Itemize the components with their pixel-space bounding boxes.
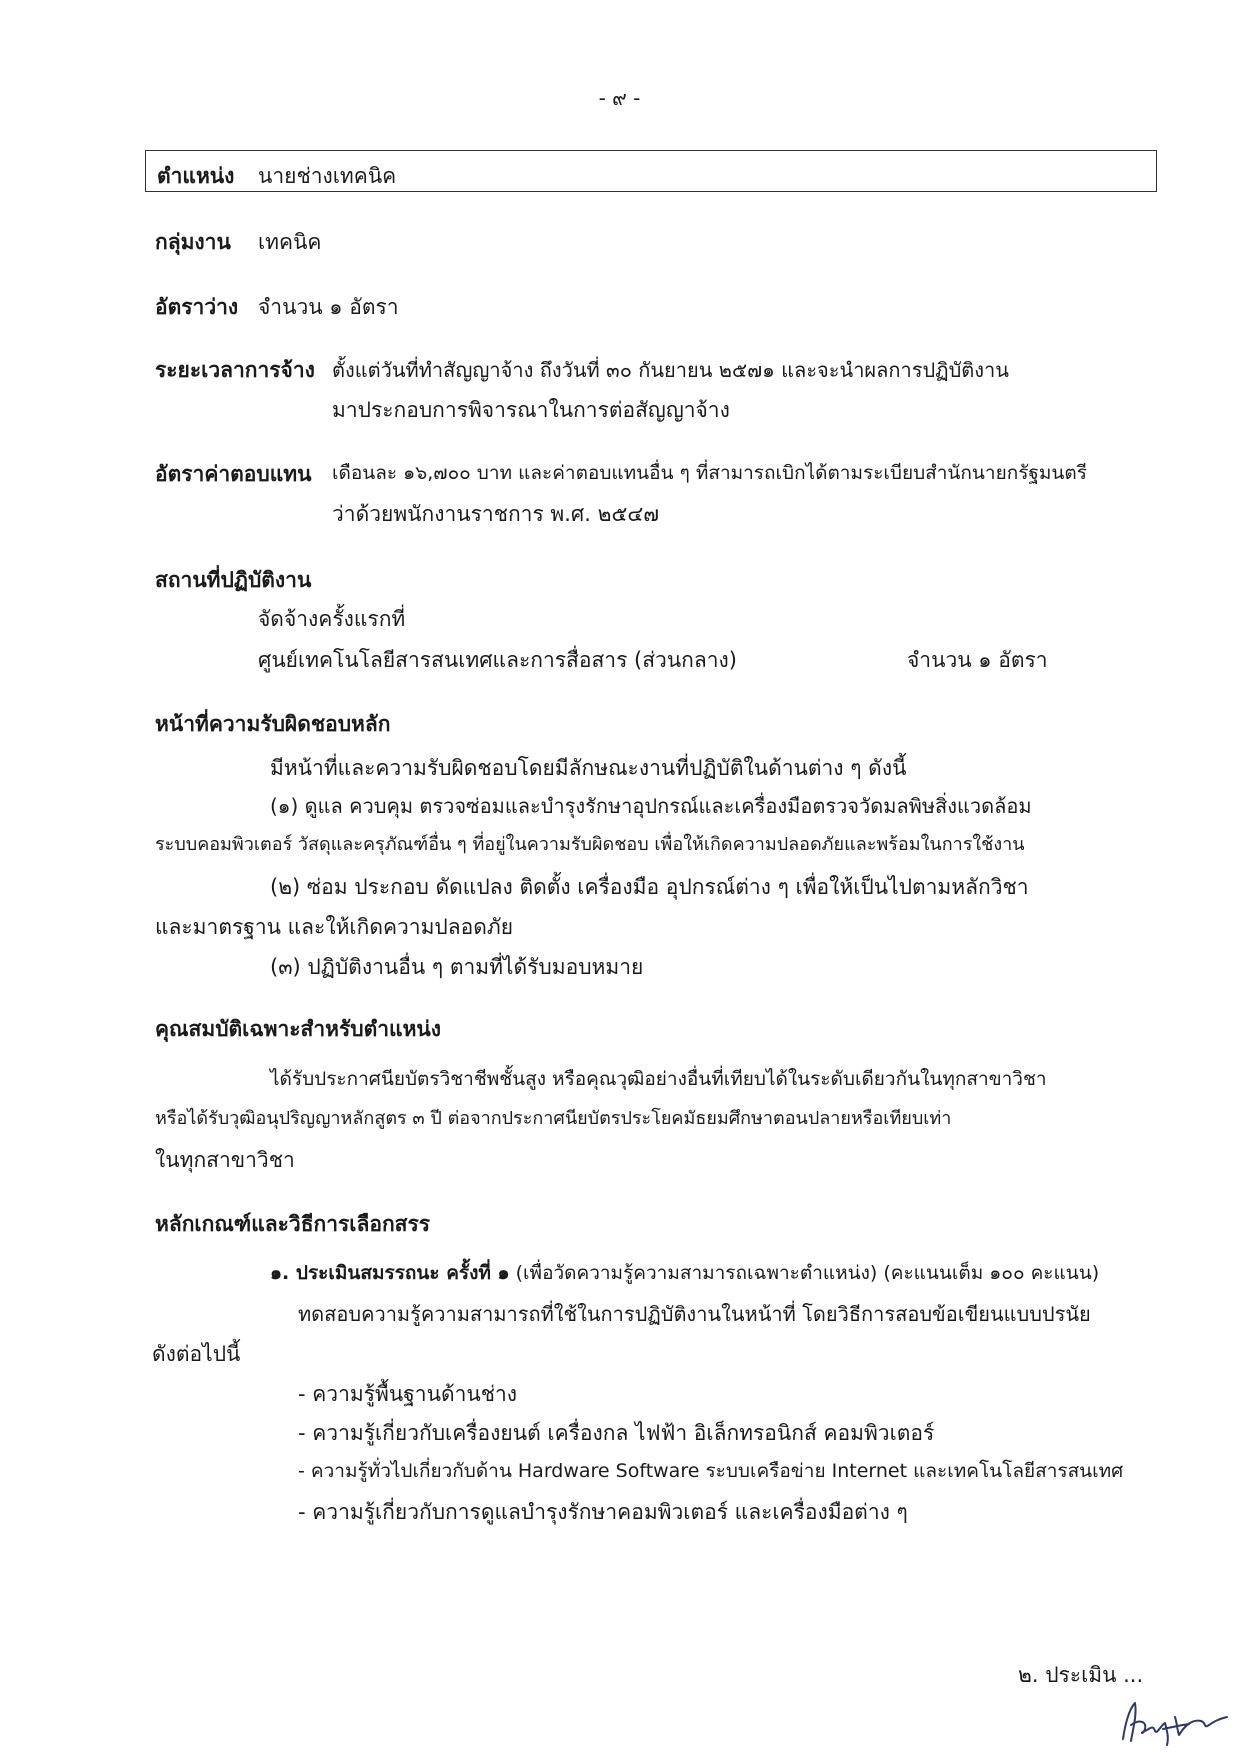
group-label: กลุ่มงาน: [155, 230, 231, 254]
page-number: - ๙ -: [598, 86, 641, 110]
workplace-count: จำนวน ๑ อัตรา: [907, 648, 1048, 672]
duty-2-line-1: (๒) ซ่อม ประกอบ ดัดแปลง ติดตั้ง เครื่องมือ อุปกรณ์ต่าง ๆ เพื่อให้เป็นไปตามหลักวิชา: [270, 875, 1029, 899]
position-label: ตำแหน่ง: [157, 164, 235, 188]
vacancy-value: จำนวน ๑ อัตรา: [258, 295, 399, 319]
selection-item-1: [270, 1262, 1099, 1285]
duties-heading: หน้าที่ความรับผิดชอบหลัก: [155, 712, 391, 736]
duty-2-line-2: และมาตรฐาน และให้เกิดความปลอดภัย: [155, 915, 514, 939]
signature: [1115, 1695, 1235, 1750]
period-line-2: มาประกอบการพิจารณาในการต่อสัญญาจ้าง: [332, 398, 730, 422]
selection-heading: หลักเกณฑ์และวิธีการเลือกสรร: [155, 1212, 431, 1236]
group-value: เทคนิค: [258, 230, 322, 254]
exam-topic: - ความรู้เกี่ยวกับการดูแลบำรุงรักษาคอมพิวเตอร์ และเครื่องมือต่าง ๆ: [298, 1500, 908, 1524]
continuation-text: ๒. ประเมิน ...: [1018, 1663, 1144, 1687]
vacancy-label: อัตราว่าง: [155, 295, 239, 319]
duties-intro: มีหน้าที่และความรับผิดชอบโดยมีลักษณะงานที่ปฏิบัติในด้านต่าง ๆ ดังนี้: [270, 756, 907, 780]
qualifications-heading: คุณสมบัติเฉพาะสำหรับตำแหน่ง: [155, 1017, 442, 1041]
exam-topic: - ความรู้พื้นฐานด้านช่าง: [298, 1382, 518, 1406]
selection-item-1-detail: (เพื่อวัดความรู้ความสามารถเฉพาะตำแหน่ง) (คะแนนเต็ม ๑๐๐ คะแนน): [509, 1262, 1100, 1284]
workplace-first-hire: จัดจ้างครั้งแรกที่: [258, 607, 406, 631]
pay-line-1: เดือนละ ๑๖,๗๐๐ บาท และค่าตอบแทนอื่น ๆ ที่สามารถเบิกได้ตามระเบียบสำนักนายกรัฐมนตรี: [332, 462, 1087, 484]
exam-line-2: ดังต่อไปนี้: [152, 1342, 241, 1366]
duty-1-line-2: ระบบคอมพิวเตอร์ วัสดุและครุภัณฑ์อื่น ๆ ที่อยู่ในความรับผิดชอบ เพื่อให้เกิดความปลอดภัยและพร้อมในการใช้งาน: [155, 834, 1025, 855]
pay-label: อัตราค่าตอบแทน: [155, 462, 312, 486]
qualifications-line-1: ได้รับประกาศนียบัตรวิชาชีพชั้นสูง หรือคุณวุฒิอย่างอื่นที่เทียบได้ในระดับเดียวกันในทุกสาขาวิชา: [270, 1068, 1047, 1090]
period-line-1: ตั้งแต่วันที่ทำสัญญาจ้าง ถึงวันที่ ๓๐ กันยายน ๒๕๗๑ และจะนำผลการปฏิบัติงาน: [332, 358, 1009, 382]
exam-line-1: ทดสอบความรู้ความสามารถที่ใช้ในการปฏิบัติงานในหน้าที่ โดยวิธีการสอบข้อเขียนแบบปรนัย: [298, 1302, 1091, 1326]
position-box: [145, 150, 1157, 192]
duty-1-line-1: (๑) ดูแล ควบคุม ตรวจซ่อมและบำรุงรักษาอุปกรณ์และเครื่องมือตรวจวัดมลพิษสิ่งแวดล้อม: [270, 794, 1032, 818]
exam-topic: - ความรู้ทั่วไปเกี่ยวกับด้าน Hardware Software ระบบเครือข่าย Internet และเทคโนโลยีสารสนเทศ: [298, 1460, 1124, 1482]
workplace-heading: สถานที่ปฏิบัติงาน: [155, 568, 312, 592]
exam-topic: - ความรู้เกี่ยวกับเครื่องยนต์ เครื่องกล ไฟฟ้า อิเล็กทรอนิกส์ คอมพิวเตอร์: [298, 1421, 935, 1445]
qualifications-line-3: ในทุกสาขาวิชา: [155, 1148, 295, 1172]
qualifications-line-2: หรือได้รับวุฒิอนุปริญญาหลักสูตร ๓ ปี ต่อจากประกาศนียบัตรประโยคมัธยมศึกษาตอนปลายหรือเทียบเท่า: [155, 1108, 952, 1129]
period-label: ระยะเวลาการจ้าง: [155, 358, 315, 382]
selection-item-1-title: ๑. ประเมินสมรรถนะ ครั้งที่ ๑: [270, 1262, 510, 1284]
workplace-unit: ศูนย์เทคโนโลยีสารสนเทศและการสื่อสาร (ส่วนกลาง): [258, 648, 738, 672]
position-value: นายช่างเทคนิค: [258, 164, 397, 188]
duty-3: (๓) ปฏิบัติงานอื่น ๆ ตามที่ได้รับมอบหมาย: [270, 955, 644, 979]
pay-line-2: ว่าด้วยพนักงานราชการ พ.ศ. ๒๕๔๗: [332, 502, 660, 526]
